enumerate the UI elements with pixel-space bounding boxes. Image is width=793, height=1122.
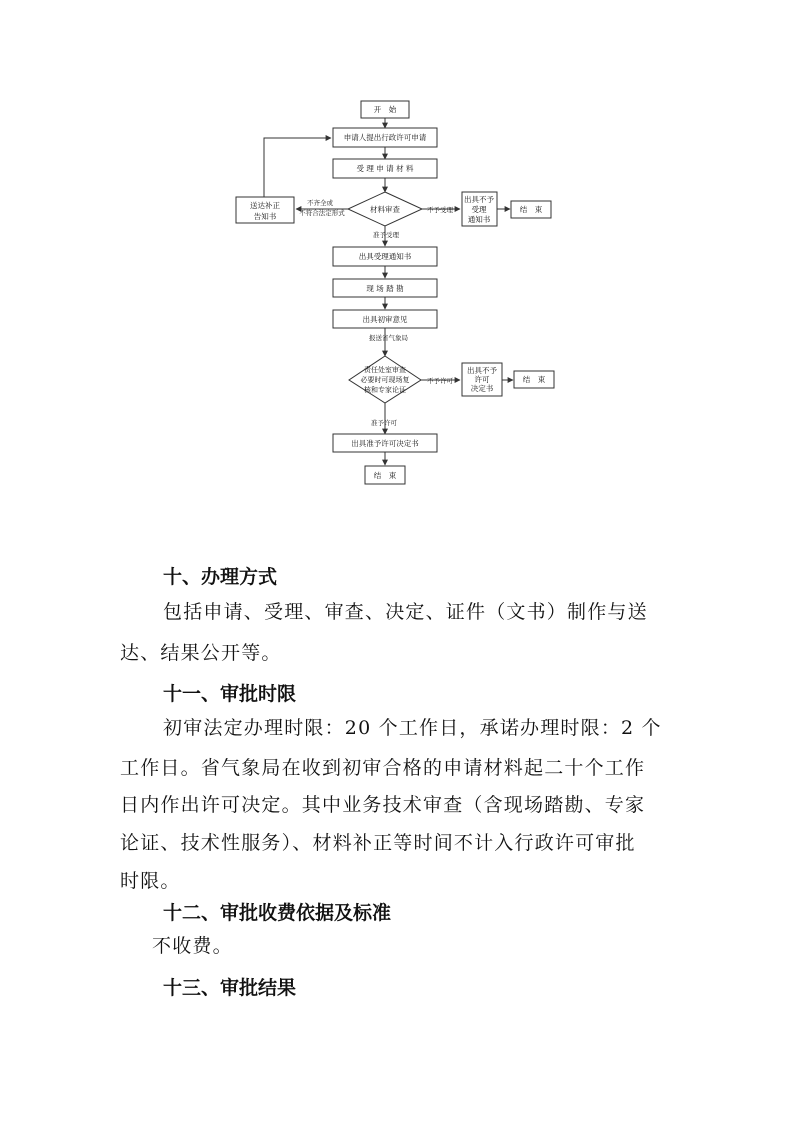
section-11-line-2: 工作日。省气象局在收到初审合格的申请材料起二十个工作: [120, 757, 646, 779]
deny-decision-label-2: 许可: [474, 375, 490, 384]
dept-review-label-2: 必要时可现场复: [360, 376, 410, 384]
accepted-label: 准予受理: [373, 231, 399, 239]
section-11-title: 十一、审批时限: [163, 683, 297, 705]
not-permit-label: 不予许可: [427, 377, 453, 385]
fix-notice-label-2: 告知书: [253, 212, 277, 221]
grant-decision-label: 出具准予许可决定书: [351, 439, 419, 448]
section-13-title: 十三、审批结果: [163, 977, 297, 999]
incomplete-label-1: 不齐全或: [307, 199, 333, 207]
end-label-2: 结 束: [522, 375, 546, 384]
section-11-line-1: 初审法定办理时限：20 个工作日，承诺办理时限：2 个: [163, 717, 662, 739]
reject-notice-label-1: 出具不予: [464, 195, 494, 204]
section-11-line-4: 论证、技术性服务）、材料补正等时间不计入行政许可审批: [120, 832, 636, 854]
fix-notice-label-1: 送达补正: [250, 201, 280, 210]
reject-notice-label-3: 通知书: [467, 215, 491, 224]
dept-review-label-1: 责任处室审查: [364, 366, 406, 374]
reject-notice-label-2: 受理: [471, 205, 487, 214]
not-accept-label: 不予受理: [427, 206, 453, 214]
section-11-line-3: 日内作出许可决定。其中业务技术审查（含现场踏勘、专家: [120, 794, 646, 816]
section-10-title: 十、办理方式: [163, 566, 278, 588]
section-11-line-5: 时限。: [120, 870, 181, 892]
accept-notice-label: 出具受理通知书: [358, 252, 412, 261]
section-12-title: 十二、审批收费依据及标准: [163, 902, 392, 924]
permitted-label: 准予许可: [371, 419, 397, 427]
start-label: 开 始: [373, 105, 397, 114]
site-survey-label: 现 场 踏 勘: [366, 284, 404, 293]
accept-label: 受 理 申 请 材 料: [356, 164, 414, 173]
end-label-3: 结 束: [373, 471, 397, 480]
dept-review-label-3: 核和专家论证: [364, 386, 406, 394]
section-10-line-1: 包括申请、受理、审查、决定、证件（文书）制作与送: [163, 601, 648, 623]
incomplete-label-2: 不符合法定形式: [299, 209, 345, 217]
end-label-1: 结 束: [519, 205, 543, 214]
section-12-line-1: 不收费。: [152, 935, 233, 957]
section-10-line-2: 达、结果公开等。: [120, 642, 282, 664]
approval-flowchart: [0, 0, 793, 500]
deny-decision-label-1: 出具不予: [467, 366, 497, 375]
apply-label: 申请人提出行政许可申请: [343, 133, 427, 142]
review-label: 材料审查: [370, 205, 400, 214]
flow-connector: [264, 138, 331, 197]
initial-opinion-label: 出具初审意见: [362, 315, 408, 324]
deny-decision-label-3: 决定书: [470, 384, 494, 393]
report-label: 报送省气象局: [369, 334, 408, 342]
